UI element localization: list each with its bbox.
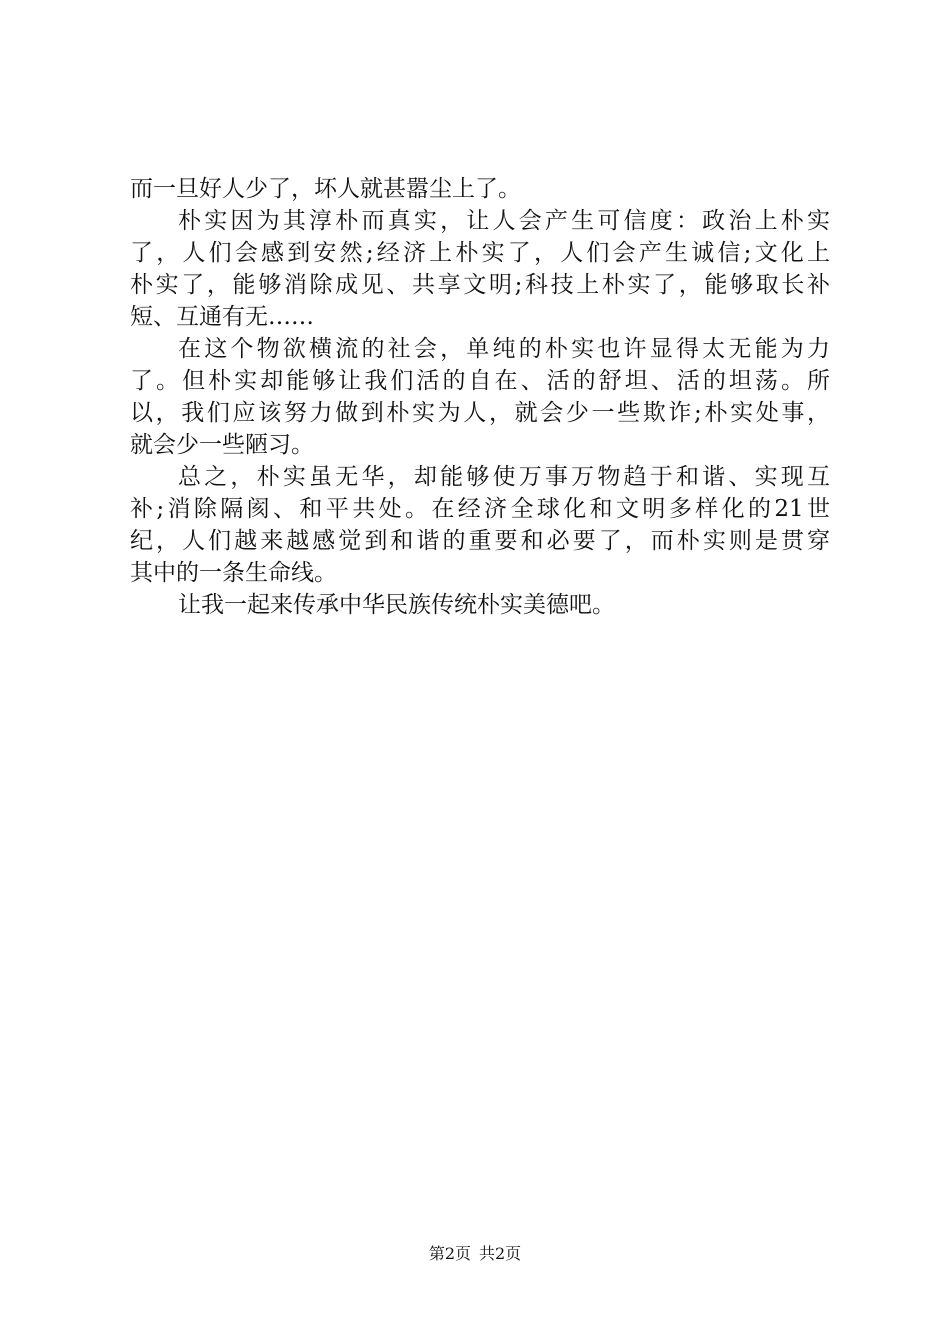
text-line: 其中的一条生命线。 <box>130 560 337 586</box>
page-footer <box>0 1242 950 1266</box>
text-line: 以，我们应该努力做到朴实为人，就会少一些欺诈;朴实处事， <box>130 400 830 426</box>
text-line: 让我一起来传承中华民族传统朴实美德吧。 <box>178 592 615 618</box>
text-line: 总之，朴实虽无华，却能够使万事万物趋于和谐、实现互 <box>178 464 830 490</box>
text-line: 补;消除隔阂、和平共处。在经济全球化和文明多样化的21世 <box>130 496 830 522</box>
text-line: 而一旦好人少了，坏人就甚嚣尘上了。 <box>130 176 521 202</box>
text-line: 朴实了，能够消除成见、共享文明;科技上朴实了，能够取长补 <box>130 272 830 298</box>
text-line: 纪，人们越来越感觉到和谐的重要和必要了，而朴实则是贯穿 <box>130 528 830 554</box>
page-total: 共2页 <box>479 1244 522 1263</box>
text-line: 了。但朴实却能够让我们活的自在、活的舒坦、活的坦荡。所 <box>130 368 830 394</box>
text-line: 朴实因为其淳朴而真实，让人会产生可信度：政治上朴实 <box>178 208 830 234</box>
document-body <box>130 173 830 621</box>
page-number: 第2页 <box>428 1244 471 1263</box>
text-line: 了，人们会感到安然;经济上朴实了，人们会产生诚信;文化上 <box>130 240 830 266</box>
text-line: 短、互通有无…… <box>130 304 314 330</box>
text-line: 就会少一些陋习。 <box>130 432 314 458</box>
text-line: 在这个物欲横流的社会，单纯的朴实也许显得太无能为力 <box>178 336 830 362</box>
